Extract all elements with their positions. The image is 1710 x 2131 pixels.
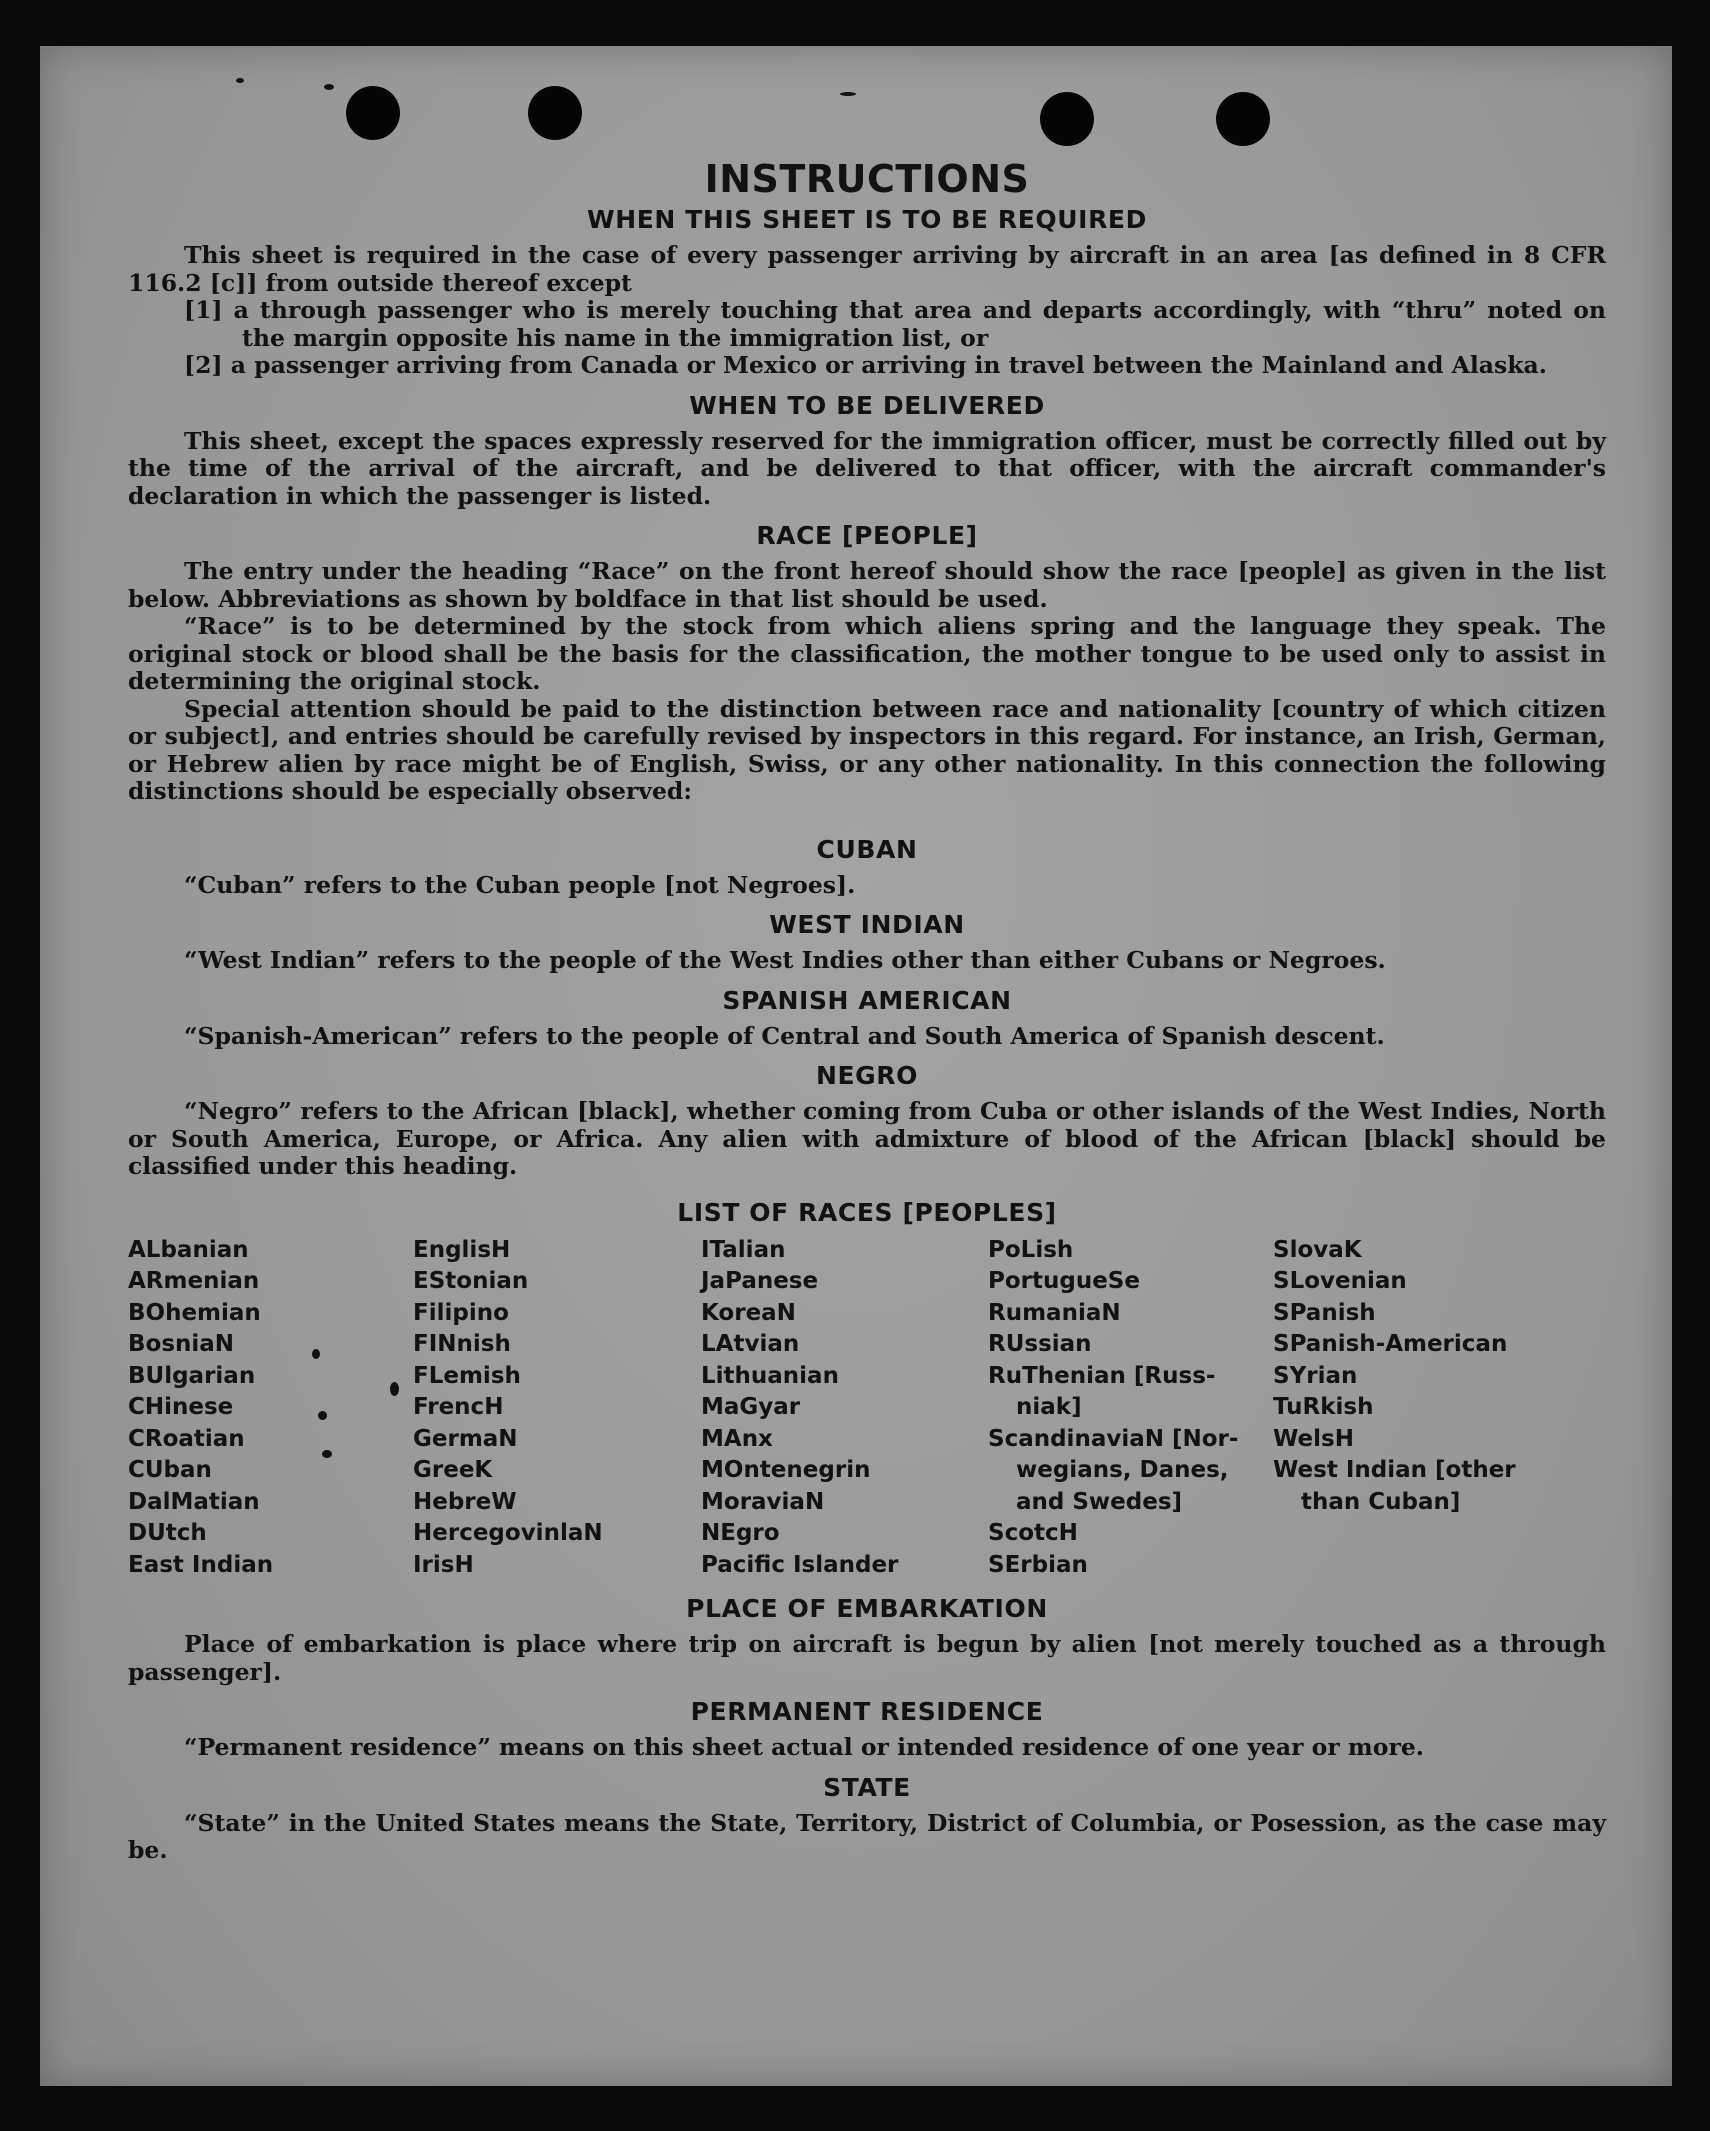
race-entry: GermaN [413,1425,518,1452]
race-entry: PortugueSe [988,1268,1140,1294]
race-entry: ARmenian [128,1268,260,1294]
race-entry: East Indian [128,1551,274,1578]
heading-state: STATE [823,1772,911,1802]
heading-spanish-american: SPANISH AMERICAN [722,985,1012,1015]
required-exception-1: [1] a through passenger who is merely touching that area and departs accordingly, with “thru” noted on the margin opposite his name in the immigration list, or [184,296,1606,352]
heading-when-required: WHEN THIS SHEET IS TO BE REQUIRED [587,205,1147,234]
race-entry: CHinese [128,1394,234,1420]
race-entry: FLemish [413,1362,521,1389]
ink-speck [840,92,856,96]
race-paragraph-1: The entry under the heading “Race” on the front hereof should show the race [people] as given in the list below. Abbreviations as shown by boldface in that list should be used. [128,557,1606,613]
state-text: “State” in the United States means the State, Territory, District of Columbia, or Posession, as the case may be. [128,1808,1606,1864]
race-entry: BOhemian [128,1299,261,1326]
required-intro: This sheet is required in the case of every passenger arriving by aircraft in an area [as defined in 8 CFR 116.2 [c]] from outside thereof except [128,241,1606,297]
race-entry: SPanish-American [1273,1331,1508,1357]
page-title: INSTRUCTIONS [704,157,1030,201]
race-entry: SErbian [988,1551,1088,1578]
race-entry: LAtvian [701,1331,800,1357]
heading-cuban: CUBAN [816,834,918,864]
heading-negro: NEGRO [815,1061,919,1090]
heading-race: RACE [PEOPLE] [756,521,978,550]
race-entry: SYrian [1273,1362,1358,1389]
race-entry: HebreW [413,1488,517,1515]
race-entry: EnglisH [413,1236,511,1263]
race-entry-continuation: niak] [1016,1394,1082,1420]
heading-when-delivered: WHEN TO BE DELIVERED [689,390,1045,420]
heading-permanent-residence: PERMANENT RESIDENCE [690,1697,1044,1726]
race-entry: IrisH [413,1551,474,1578]
races-column-3 [701,1235,988,1582]
race-entry-continuation: wegians, Danes, [1016,1457,1229,1483]
race-entry: KoreaN [701,1299,796,1326]
race-entry-continuation: and Swedes] [1016,1488,1183,1515]
embarkation-text: Place of embarkation is place where trip on aircraft is begun by alien [not merely touched as a through passenger]. [128,1630,1606,1686]
race-entry: GreeK [413,1457,493,1483]
race-entry: BosniaN [128,1331,235,1357]
race-entry: DalMatian [128,1488,260,1515]
heading-west-indian: WEST INDIAN [769,910,965,939]
race-entry: ALbanian [128,1236,249,1263]
west-indian-text: “West Indian” refers to the people of the West Indies other than either Cubans or Negroes. [184,946,1386,974]
negro-text: “Negro” refers to the African [black], whether coming from Cuba or other islands of the West Indies, North or South America, Europe, or Africa. Any alien with admixture of blood of the African [black] should be classified under this heading. [128,1097,1606,1180]
race-entry-continuation: than Cuban] [1301,1488,1461,1515]
race-entry: MaGyar [701,1394,801,1420]
race-entry: PoLish [988,1236,1074,1263]
race-entry: RUssian [988,1331,1092,1357]
punch-hole-right [1216,92,1270,146]
race-entry: CUban [128,1457,212,1483]
punch-hole-center-right [1040,92,1094,146]
race-entry: SLovenian [1273,1268,1407,1294]
races-column-4 [988,1235,1273,1582]
race-entry: ScandinaviaN [Nor- [988,1425,1239,1452]
race-entry: MoraviaN [701,1488,825,1515]
race-entry: JaPanese [701,1268,819,1294]
race-entry: WelsH [1273,1425,1354,1452]
race-entry: Pacific Islander [701,1551,899,1578]
race-entry: DUtch [128,1520,207,1546]
punch-hole-center-left [528,86,582,140]
race-entry: SPanish [1273,1299,1376,1326]
race-entry: ScotcH [988,1520,1078,1546]
race-entry: EStonian [413,1268,529,1294]
race-entry: Filipino [413,1299,509,1326]
race-entry: HercegovinlaN [413,1520,603,1546]
ink-speck [236,78,244,83]
races-column-2 [413,1235,701,1582]
race-entry: TuRkish [1273,1394,1374,1420]
race-entry: ITalian [701,1236,786,1263]
instructions-body [128,156,1606,1865]
document-page [40,46,1672,2086]
heading-place-of-embarkation: PLACE OF EMBARKATION [686,1594,1048,1623]
race-entry: West Indian [other [1273,1457,1516,1483]
required-exception-2: [2] a passenger arriving from Canada or Mexico or arriving in travel between the Mainland and Alaska. [184,351,1547,379]
race-entry: CRoatian [128,1425,245,1452]
race-paragraph-3: Special attention should be paid to the distinction between race and nationality [country of which citizen or subject], and entries should be carefully revised by inspectors in this regard. For instance, an Irish, German, or Hebrew alien by race might be of English, Swiss, or any other nationality. In this connection the following distinctions should be especially observed: [128,694,1606,805]
race-entry: FrencH [413,1394,504,1420]
cuban-text: “Cuban” refers to the Cuban people [not Negroes]. [184,870,856,899]
races-column-5 [1273,1235,1573,1582]
race-entry: RuThenian [Russ- [988,1362,1216,1389]
race-entry: SlovaK [1273,1236,1362,1263]
race-entry: RumaniaN [988,1299,1121,1326]
ink-speck [324,84,334,90]
punch-hole-left [346,86,400,140]
race-entry: MAnx [701,1425,773,1452]
race-entry: MOntenegrin [701,1457,871,1483]
heading-list-of-races: LIST OF RACES [PEOPLES] [677,1197,1057,1227]
race-entry: FINnish [413,1331,511,1357]
race-entry: BUlgarian [128,1362,256,1389]
spanish-american-text: “Spanish-American” refers to the people of Central and South America of Spanish descent. [184,1021,1385,1050]
delivered-text: This sheet, except the spaces expressly reserved for the immigration officer, must be correctly filled out by the time of the arrival of the aircraft, and be delivered to that officer, with the aircraft commander's declaration in which the passenger is listed. [128,426,1606,510]
residence-text: “Permanent residence” means on this sheet actual or intended residence of one year or more. [184,1733,1424,1761]
races-column-1 [128,1235,413,1582]
race-entry: NEgro [701,1520,780,1546]
races-list [128,1235,1606,1582]
race-paragraph-2: “Race” is to be determined by the stock from which aliens spring and the language they speak. The original stock or blood shall be the basis for the classification, the mother tongue to be used only to assist in determining the original stock. [128,612,1606,695]
race-entry: Lithuanian [701,1362,839,1389]
